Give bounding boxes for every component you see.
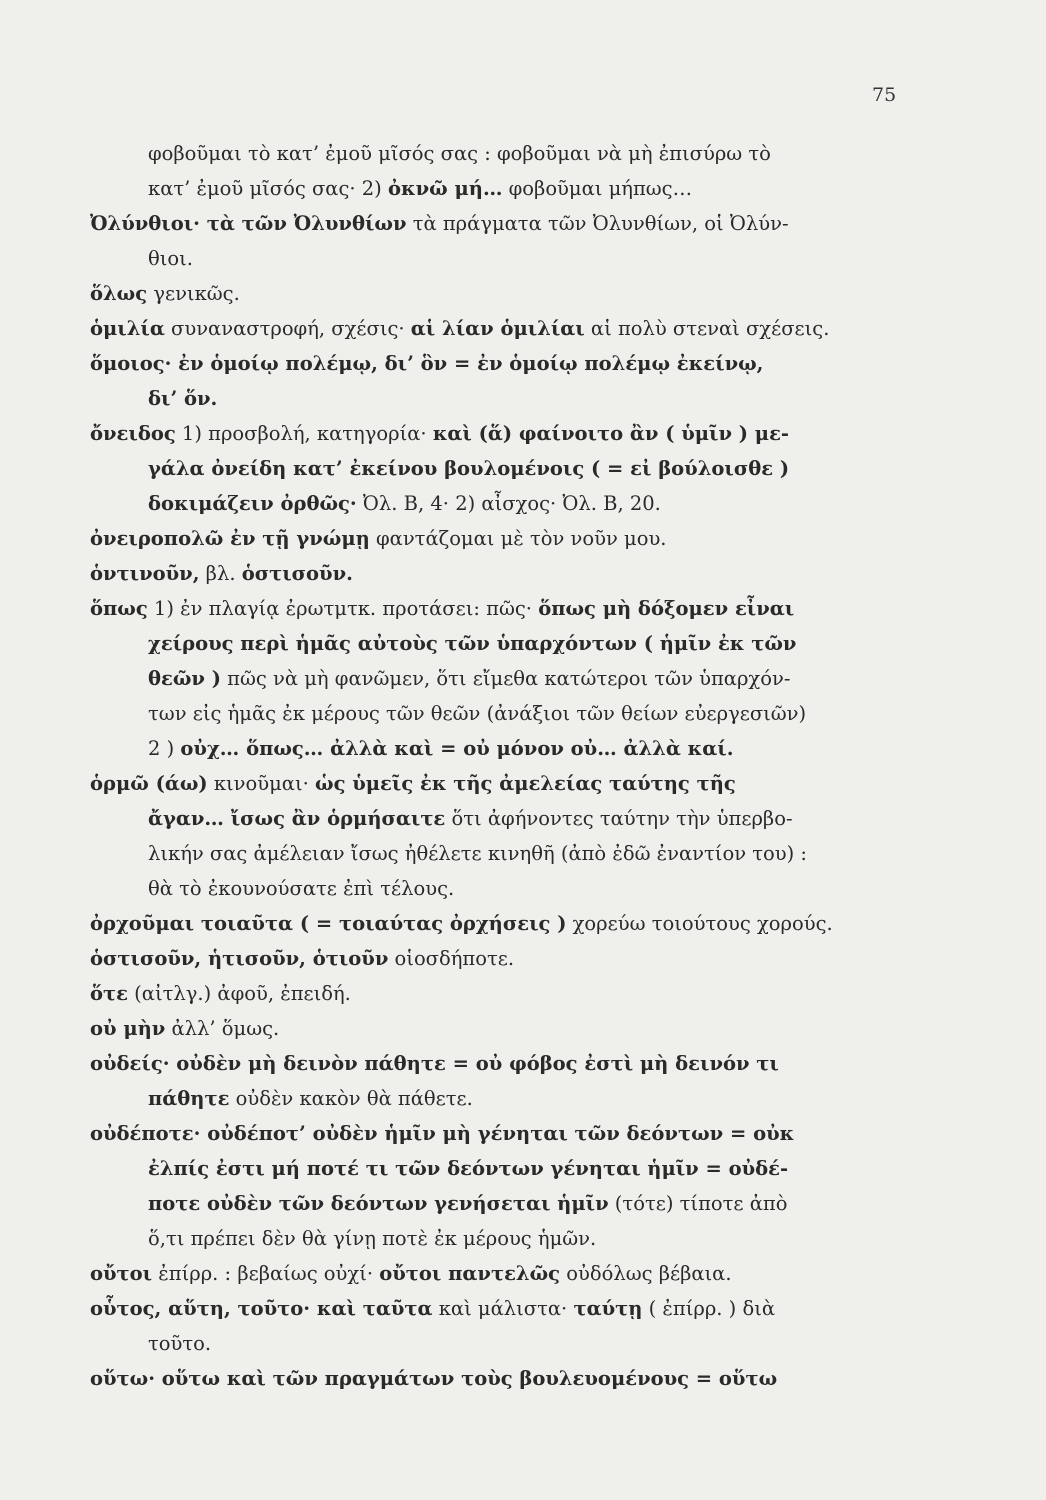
text-line: [90, 591, 794, 626]
headword-text: ὅμοιος· ἐν ὁμοίῳ πολέμῳ, δι’ ὃν = ἐν ὁμοίῳ πολέμῳ ἐκείνῳ,: [90, 352, 764, 375]
definition-text: 2 ): [148, 737, 181, 760]
text-line: [148, 836, 807, 871]
headword-text: πάθητε: [148, 1087, 230, 1110]
definition-text: θὰ τὸ ἐκουνούσατε ἐπὶ τέλους.: [148, 877, 455, 900]
text-line: [148, 136, 771, 171]
text-line: [148, 661, 790, 696]
definition-text: φοβοῦμαι μήπως…: [502, 177, 693, 200]
headword-text: οὐδείς· οὐδὲν μὴ δεινὸν πάθητε = οὐ φόβος ἐστὶ μὴ δεινόν τι: [90, 1052, 779, 1075]
definition-text: θιοι.: [148, 247, 193, 270]
definition-text: αἱ πολὺ στεναὶ σχέσεις.: [584, 317, 830, 340]
headword-text: χείρους περὶ ἡμᾶς αὐτοὺς τῶν ὑπαρχόντων ( ἡμῖν ἐκ τῶν: [148, 632, 797, 655]
text-line: [90, 1116, 794, 1151]
definition-text: κατ’ ἐμοῦ μῖσός σας· 2): [148, 177, 388, 200]
headword-text: δοκιμάζειν ὀρθῶς·: [148, 492, 357, 515]
definition-text: οἱοσδήποτε.: [388, 947, 515, 970]
text-line: [90, 416, 789, 451]
definition-text: οὐδόλως βέβαια.: [560, 1262, 732, 1285]
text-line: [148, 486, 661, 521]
text-line: [148, 451, 789, 486]
text-line: [90, 276, 240, 311]
definition-text: συναναστροφή, σχέσις·: [164, 317, 411, 340]
definition-text: φοβοῦμαι τὸ κατ’ ἐμοῦ μῖσός σας : φοβοῦμαι νὰ μὴ ἐπισύρω τὸ: [148, 142, 771, 165]
definition-text: καὶ μάλιστα·: [432, 1297, 574, 1320]
definition-text: τὰ πράγματα τῶν Ὀλυνθίων, οἱ Ὀλύν-: [406, 212, 789, 235]
text-line: [148, 241, 193, 276]
text-line: [90, 346, 763, 381]
text-line: [90, 1291, 775, 1326]
definition-text: κινοῦμαι·: [207, 772, 316, 795]
headword-text: ὅτε: [90, 982, 128, 1005]
headword-text: καὶ (ἅ) φαίνοιτο ἂν ( ὑμῖν ) με-: [432, 422, 790, 445]
headword-text: ταύτῃ: [573, 1297, 643, 1320]
text-line: [90, 556, 353, 591]
text-line: [90, 521, 667, 556]
definition-text: (αἰτλγ.) ἀφοῦ, ἐπειδή.: [127, 982, 351, 1005]
definition-text: χορεύω τοιούτους χορούς.: [566, 912, 833, 935]
definition-text: οὐδὲν κακὸν θὰ πάθετε.: [229, 1087, 473, 1110]
definition-text: πῶς νὰ μὴ φανῶμεν, ὅτι εἴμεθα κατώτεροι τῶν ὑπαρχόν-: [220, 667, 791, 690]
definition-text: τοῦτο.: [148, 1332, 212, 1355]
text-line: [148, 731, 733, 766]
text-line: [148, 1151, 788, 1186]
headword-text: Ὀλύνθιοι· τὰ τῶν Ὀλυνθίων: [90, 212, 407, 235]
headword-text: θεῶν ): [148, 667, 221, 690]
headword-text: ποτε οὐδὲν τῶν δεόντων γενήσεται ἡμῖν: [148, 1192, 609, 1215]
text-line: [148, 381, 217, 416]
definition-text: φαντάζομαι μὲ τὸν νοῦν μου.: [369, 527, 667, 550]
definition-text: ὅτι ἀφήνοντες ταύτην τὴν ὑπερβο-: [445, 807, 793, 830]
headword-text: οὐ μὴν: [90, 1017, 166, 1040]
headword-text: ἐλπίς ἐστι μή ποτέ τι τῶν δεόντων γένηται ἡμῖν = οὐδέ-: [148, 1157, 789, 1180]
text-line: [90, 311, 829, 346]
definition-text: βλ.: [199, 562, 242, 585]
headword-text: ἄγαν… ἴσως ἂν ὁρμήσαιτε: [148, 807, 446, 830]
headword-text: γάλα ὀνείδη κατ’ ἐκείνου βουλομένοις ( = εἰ βούλοισθε ): [148, 457, 790, 480]
page-number: 75: [872, 84, 897, 106]
headword-text: ὀκνῶ μή…: [387, 177, 503, 200]
headword-text: οὗτος, αὕτη, τοῦτο· καὶ ταῦτα: [90, 1297, 433, 1320]
definition-text: ὅ,τι πρέπει δὲν θὰ γίνῃ ποτὲ ἐκ μέρους ἡμῶν.: [148, 1227, 597, 1250]
headword-text: οὐδέποτε· οὐδέποτ’ οὐδὲν ἡμῖν μὴ γένηται τῶν δεόντων = οὐκ: [90, 1122, 795, 1145]
text-line: [90, 906, 833, 941]
text-line: [90, 766, 736, 801]
text-line: [148, 1221, 596, 1256]
text-line: [90, 1361, 777, 1396]
definition-text: Ὀλ. Β, 4· 2) αἶσχος· Ὀλ. Β, 20.: [356, 492, 661, 515]
text-line: [148, 171, 692, 206]
headword-text: ὅπως μὴ δόξομεν εἶναι: [538, 597, 795, 620]
headword-text: οὐχ… ὅπως… ἀλλὰ καὶ = οὐ μόνον οὐ… ἀλλὰ καί.: [180, 737, 734, 760]
headword-text: ὀρχοῦμαι τοιαῦτα ( = τοιαύτας ὀρχήσεις ): [90, 912, 567, 935]
definition-text: (τότε) τίποτε ἀπὸ: [608, 1192, 788, 1215]
text-line: [90, 1046, 779, 1081]
definition-text: ( ἐπίρρ. ) διὰ: [642, 1297, 776, 1320]
headword-text: οὕτω· οὕτω καὶ τῶν πραγμάτων τοὺς βουλευομένους = οὕτω: [90, 1367, 778, 1390]
definition-text: λικήν σας ἀμέλειαν ἴσως ἠθέλετε κινηθῆ (ἀπὸ ἐδῶ ἐναντίον του) :: [148, 842, 808, 865]
definition-text: 1) προσβολή, κατηγορία·: [175, 422, 433, 445]
headword-text: ὁντινοῦν,: [90, 562, 200, 585]
text-line: [148, 801, 793, 836]
text-line: [148, 871, 454, 906]
headword-text: ὁμιλία: [90, 317, 165, 340]
definition-text: γενικῶς.: [147, 282, 240, 305]
headword-text: ὅπως: [90, 597, 148, 620]
headword-text: δι’ ὅν.: [148, 387, 218, 410]
definition-text: 1) ἐν πλαγίᾳ ἐρωτμτκ. προτάσει: πῶς·: [147, 597, 539, 620]
headword-text: ὄνειδος: [90, 422, 176, 445]
headword-text: αἱ λίαν ὁμιλίαι: [410, 317, 585, 340]
text-line: [90, 1011, 279, 1046]
headword-text: ὡς ὑμεῖς ἐκ τῆς ἀμελείας ταύτης τῆς: [315, 772, 736, 795]
headword-text: ὁρμῶ (άω): [90, 772, 208, 795]
headword-text: ὀνειροπολῶ ἐν τῇ γνώμῃ: [90, 527, 370, 550]
text-line: [90, 1256, 732, 1291]
headword-text: ὅλως: [90, 282, 148, 305]
text-line: [148, 696, 806, 731]
headword-text: οὔτοι παντελῶς: [379, 1262, 561, 1285]
definition-text: ἀλλ’ ὅμως.: [165, 1017, 280, 1040]
text-line: [148, 626, 796, 661]
text-line: [148, 1081, 473, 1116]
text-line: [90, 206, 789, 241]
definition-text: ἐπίρρ. : βεβαίως οὐχί·: [152, 1262, 380, 1285]
text-line: [90, 976, 351, 1011]
text-line: [148, 1186, 787, 1221]
text-line: [90, 941, 514, 976]
headword-text: οὔτοι: [90, 1262, 153, 1285]
headword-text: ὁστισοῦν, ἡτισοῦν, ὁτιοῦν: [90, 947, 389, 970]
headword-text: ὁστισοῦν.: [241, 562, 353, 585]
definition-text: των εἰς ἡμᾶς ἐκ μέρους τῶν θεῶν (ἀνάξιοι τῶν θείων εὐεργεσιῶν): [148, 702, 807, 725]
text-line: [148, 1326, 211, 1361]
